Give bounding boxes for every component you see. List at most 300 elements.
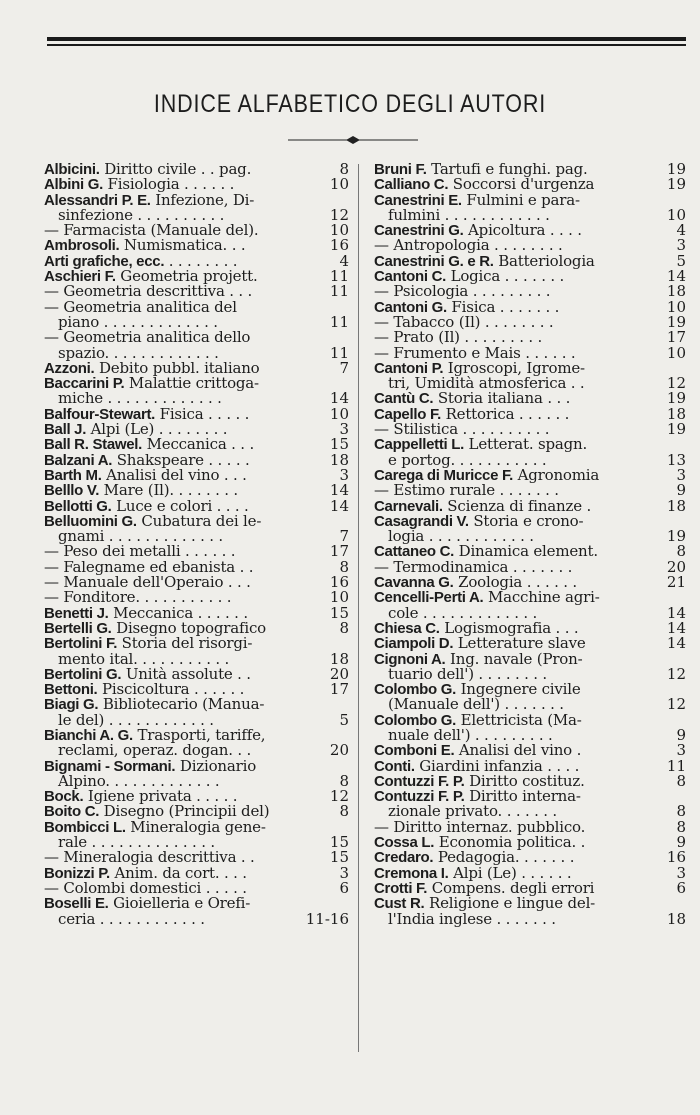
entry-title: Tartufi e funghi. pag. [426,162,588,178]
author-name: Colombo G. [374,682,456,698]
author-name: Cremona I. [374,865,449,881]
index-entry-line [374,361,686,376]
index-entry-line [374,881,686,896]
page-number: 10 [666,299,686,315]
entry-title: Scienza di finanze . [442,498,592,514]
entry-title: Malattie crittoga- [124,376,259,392]
page-number: 18 [666,284,686,300]
page-number: 11 [329,314,349,331]
entry-title: Ing. navale (Pron- [445,651,583,667]
column-divider [358,164,359,1052]
index-entry-line [374,590,686,605]
entry-title: Ingegnere civile [456,682,581,698]
index-entry-line [374,376,686,391]
index-entry-line [44,789,349,804]
page-number: 3 [339,422,349,438]
entry-title: Dizionario [175,758,257,774]
index-entry-line [374,774,686,789]
page-number: 17 [666,330,686,346]
page-number: 10 [329,406,349,423]
author-name: Cantoni G. [374,299,447,315]
author-name: Bertolini F. [44,636,118,652]
index-entry-line [374,544,686,559]
index-entry-line [374,177,686,192]
entry-title: — Psicologia . . . . . . . . . [374,284,551,300]
index-entry-line [44,284,349,299]
entry-title: Alpi (Le) . . . . . . . . [86,422,228,438]
author-name: Conti. [374,758,415,774]
entry-title: Letterature slave [453,636,586,652]
index-entry-line [374,453,686,468]
author-name: Cantù C. [374,391,434,407]
entry-title: Meccanica . . . [142,437,255,453]
index-entry-line [44,346,349,361]
index-entry-line [374,560,686,575]
entry-title: Infezione, Di- [150,192,255,208]
page-number: 18 [329,452,349,468]
entry-title: Mineralogia gene- [125,819,266,836]
index-entry-line [374,804,686,819]
index-entry-line [374,866,686,881]
author-name: Cantoni P. [374,360,444,377]
index-entry-line [374,713,686,728]
page-number: 11 [329,345,349,361]
entry-title: Fisica . . . . . [155,406,250,423]
page-number: 9 [676,727,686,744]
page-number: 17 [329,544,349,560]
author-name: Credaro. [374,850,434,866]
page-number: 18 [329,651,349,667]
page-number: 8 [339,804,349,820]
author-name: Belllo V. [44,483,100,499]
index-entry-line [44,590,349,605]
page-title: INDICE ALFABETICO DEGLI AUTORI [153,90,547,118]
page-number: 11 [329,284,349,300]
index-entry-line [44,407,349,422]
page-number: 15 [329,437,349,453]
entry-title: spazio. . . . . . . . . . . . . [58,345,219,361]
page-number: 10 [666,345,686,361]
author-name: Boito C. [44,804,100,820]
author-name: Ball R. Stawel. [44,437,143,453]
index-entry-line [374,743,686,758]
page-number: 3 [676,238,686,254]
author-name: Chiesa C. [374,620,440,637]
entry-title: e portog. . . . . . . . . . . [388,452,547,468]
index-entry-line [44,896,349,911]
index-entry-line [44,483,349,498]
index-entry-line [44,269,349,284]
author-name: Bonizzi P. [44,865,110,881]
index-entry-line [44,453,349,468]
entry-title: Alpi (Le) . . . . . . [448,865,572,881]
index-entry-line [44,238,349,253]
entry-title: Igroscopi, Igrome- [443,360,585,377]
entry-title: Disegno topografico [111,620,266,637]
index-entry-line [44,743,349,758]
index-entry-line [44,300,349,315]
author-name: Bock. [44,789,84,805]
author-name: Ball J. [44,422,87,438]
entry-title: Logica . . . . . . . [446,269,565,285]
index-entry-line [374,850,686,865]
page-number: 15 [329,850,349,866]
index-entry-line [374,315,686,330]
page-number: 21 [666,575,686,591]
author-name: Barth M. [44,467,102,484]
entry-title: Diritto civile . . pag. [99,162,252,178]
author-name: Arti grafiche, ecc. [44,253,165,270]
author-name: Ciampoli D. [374,636,454,652]
page-number: 12 [329,789,349,805]
entry-title: le del) . . . . . . . . . . . . [58,712,214,728]
entry-title: Agronomia [513,467,600,484]
entry-title: Zoologia . . . . . . [453,575,577,591]
page-number: 19 [666,162,686,178]
entry-title: . . . . . . . . [164,253,238,270]
index-entry-line [374,835,686,850]
entry-title: Pedagogia. . . . . . . [433,850,575,866]
index-entry-line [374,391,686,406]
page-number: 19 [666,529,686,545]
index-entry-line [44,621,349,636]
index-entry-line [374,422,686,437]
entry-title: Storia e crono- [468,513,584,530]
author-name: Contuzzi F. P. [374,789,465,805]
entry-title: Diritto costituz. [464,773,585,790]
index-entry-line [374,483,686,498]
author-name: Canestrini G. e R. [374,253,494,270]
index-entry-line [374,269,686,284]
page-number: 8 [339,162,349,178]
author-name: Bertelli G. [44,620,112,637]
entry-title: fulmini . . . . . . . . . . . . [388,207,550,224]
author-name: Canestrini E. [374,192,462,208]
index-entry-line [374,437,686,452]
index-entry-line [374,912,686,927]
index-entry-line [44,376,349,391]
author-name: Carega di Muricce F. [374,467,514,484]
page-number: 19 [666,314,686,331]
entry-title: — Fonditore. . . . . . . . . . . [44,590,232,606]
entry-title: — Geometria analitica del [44,299,237,315]
entry-title: Elettricista (Ma- [456,712,582,728]
entry-title: rale . . . . . . . . . . . . . . [58,835,215,851]
entry-title: l'India inglese . . . . . . . [388,911,556,927]
entry-title: ceria . . . . . . . . . . . . [58,911,205,927]
entry-title: Cubatura dei le- [136,513,262,530]
page-number: 5 [676,253,686,270]
index-entry-line [44,866,349,881]
page-number: 14 [666,636,686,652]
page-number: 8 [339,620,349,637]
top-rule-thin [47,44,686,46]
index-entry-line [374,499,686,514]
entry-title: Macchine agri- [483,590,600,606]
entry-title: Piscicoltura . . . . . . [97,682,245,698]
page-number: 10 [329,177,349,193]
entry-title: Economia politica. . [434,835,586,851]
entry-title: Debito pubbl. italiano [94,360,260,377]
entry-title: Rettorica . . . . . . [441,406,570,423]
index-entry-line [44,560,349,575]
index-entry-line [44,850,349,865]
entry-title: Mare (Il). . . . . . . . [99,483,238,499]
author-name: Comboni E. [374,743,455,759]
index-entry-line [44,223,349,238]
author-name: Crotti F. [374,880,428,897]
index-entry-line [374,621,686,636]
page-number: 3 [676,865,686,881]
index-entry-line [374,407,686,422]
author-name: Benetti J. [44,605,109,621]
page-number: 7 [339,529,349,545]
author-name: Cossa L. [374,835,435,851]
author-name: Contuzzi F. P. [374,773,465,790]
entry-title: Shakspeare . . . . . [112,452,250,468]
page-number: 10 [329,590,349,606]
index-column-right [374,162,686,927]
index-entry-line [374,606,686,621]
page-number: 19 [666,391,686,407]
author-name: Cattaneo C. [374,544,455,560]
entry-title: Geometria projett. [115,269,258,285]
index-entry-line [44,330,349,345]
index-entry-line [44,804,349,819]
page-number: 11 [329,269,349,285]
author-name: Bombicci L. [44,819,126,836]
entry-title: tuario dell') . . . . . . . . [388,666,547,683]
author-name: Bertolini G. [44,666,122,683]
index-entry-line [44,636,349,651]
entry-title: mento ital. . . . . . . . . . . [58,651,230,667]
index-entry-line [44,575,349,590]
index-entry-line [44,193,349,208]
page-number: 11-16 [305,911,349,927]
page-number: 5 [339,712,349,728]
index-entry-line [374,636,686,651]
author-name: Boselli E. [44,896,109,912]
index-entry-line [44,529,349,544]
entry-title: — Mineralogia descrittiva . . [44,850,255,866]
author-name: Cignoni A. [374,651,446,667]
index-entry-line [44,514,349,529]
index-entry-line [374,223,686,238]
entry-title: — Farmacista (Manuale del). [44,223,259,239]
author-name: Capello F. [374,406,442,423]
page-number: 9 [676,835,686,851]
page-number: 6 [676,880,686,897]
author-name: Ambrosoli. [44,238,120,254]
entry-title: Diritto interna- [464,789,581,805]
index-entry-line [374,346,686,361]
entry-title: Bibliotecario (Manua- [98,697,265,713]
page-number: 16 [329,238,349,254]
index-entry-line [374,575,686,590]
entry-title: — Falegname ed ebanista . . [44,559,254,576]
entry-title: Gioielleria e Orefi- [108,896,251,912]
entry-title: — Tabacco (Il) . . . . . . . . [374,314,554,331]
page-number: 8 [676,819,686,836]
author-name: Cencelli-Perti A. [374,590,484,606]
author-name: Azzoni. [44,360,95,377]
index-entry-line [44,820,349,835]
index-entry-line [374,652,686,667]
page-number: 3 [676,743,686,759]
entry-title: Fisiologia . . . . . . [102,177,235,193]
page-number: 12 [666,697,686,713]
entry-title: Letterat. spagn. [463,437,588,453]
page-number: 14 [329,498,349,514]
page-number: 9 [676,483,686,499]
entry-title: Analisi del vino . . . [101,467,247,484]
page-number: 16 [666,850,686,866]
entry-title: miche . . . . . . . . . . . . . [58,391,222,407]
index-column-left [44,162,349,927]
page-number: 12 [329,207,349,224]
index-entry-line [374,162,686,177]
author-name: Balzani A. [44,452,113,468]
entry-title: — Termodinamica . . . . . . . [374,559,573,576]
index-entry-line [44,713,349,728]
entry-title: Storia del risorgi- [117,636,253,652]
entry-title: Igiene privata . . . . . [83,789,238,805]
author-name: Cavanna G. [374,575,454,591]
index-entry-line [44,667,349,682]
author-name: Bignami - Sormani. [44,758,176,774]
author-name: Bianchi A. G. [44,727,133,744]
page-number: 8 [339,559,349,576]
index-entry-line [374,820,686,835]
author-name: Cappelletti L. [374,437,464,453]
entry-title: nuale dell') . . . . . . . . . [388,727,553,744]
index-entry-line [374,254,686,269]
entry-title: Compens. degli errori [427,880,595,897]
page-number: 18 [666,406,686,423]
entry-title: — Geometria descrittiva . . . [44,284,253,300]
page-number: 14 [666,605,686,621]
page-number: 4 [339,253,349,270]
author-name: Belluomini G. [44,513,137,530]
entry-title: Disegno (Principii del) [99,804,270,820]
index-entry-line [44,759,349,774]
page-number: 12 [666,376,686,392]
page-number: 11 [666,758,686,774]
page-number: 20 [666,559,686,576]
author-name: Albini G. [44,177,103,193]
entry-title: — Frumento e Mais . . . . . . [374,345,576,361]
index-entry-line [44,177,349,192]
index-entry-line [374,529,686,544]
entry-title: — Colombi domestici . . . . . [44,880,247,897]
entry-title: Numismatica. . . [119,238,246,254]
page-number: 14 [329,391,349,407]
top-rule-thick [47,37,686,41]
index-entry-line [44,881,349,896]
index-entry-line [44,437,349,452]
page-number: 6 [339,880,349,897]
entry-title: Alpino. . . . . . . . . . . . . [58,773,220,790]
entry-title: piano . . . . . . . . . . . . . [58,314,218,331]
index-entry-line [374,697,686,712]
page-number: 10 [666,207,686,224]
index-entry-line [374,728,686,743]
entry-title: Fulmini e para- [461,192,580,208]
entry-title: — Antropologia . . . . . . . . [374,238,563,254]
title-ornament [286,132,420,148]
author-name: Aschieri F. [44,269,116,285]
index-entry-line [44,652,349,667]
index-entry-line [44,208,349,223]
entry-title: — Manuale dell'Operaio . . . [44,575,251,591]
page-number: 14 [666,269,686,285]
index-entry-line [44,606,349,621]
index-entry-line [44,499,349,514]
entry-title: sinfezione . . . . . . . . . . [58,207,225,224]
index-entry-line [374,238,686,253]
page-number: 19 [666,422,686,438]
author-name: Canestrini G. [374,223,464,239]
entry-title: — Prato (Il) . . . . . . . . . [374,330,543,346]
entry-title: Anim. da cort. . . . [109,865,247,881]
index-entry-line [44,728,349,743]
index-entry-line [374,667,686,682]
index-entry-line [44,912,349,927]
index-entry-line [44,697,349,712]
page-number: 17 [329,682,349,698]
entry-title: Apicoltura . . . . [463,223,582,239]
page-number: 7 [339,360,349,377]
author-name: Cantoni C. [374,269,446,285]
page-number: 8 [339,773,349,790]
entry-title: reclami, operaz. dogan. . . [58,743,252,759]
index-entry-line [44,774,349,789]
entry-title: (Manuale dell') . . . . . . . [388,697,564,713]
page-number: 10 [329,223,349,239]
entry-title: tri, Umidità atmosferica . . [388,376,585,392]
page-number: 3 [339,467,349,484]
index-entry-line [44,162,349,177]
index-entry-line [44,835,349,850]
page-number: 15 [329,605,349,621]
entry-title: Analisi del vino . [454,743,582,759]
author-name: Baccarini P. [44,376,125,392]
entry-title: Soccorsi d'urgenza [448,177,595,193]
index-entry-line [374,468,686,483]
page-number: 3 [676,467,686,484]
page-number: 14 [666,620,686,637]
page-number: 8 [676,804,686,820]
entry-title: — Peso dei metalli . . . . . . [44,544,236,560]
index-entry-line [374,514,686,529]
author-name: Bruni F. [374,162,427,178]
page-number: 18 [666,498,686,514]
entry-title: cole . . . . . . . . . . . . . [388,605,538,621]
index-entry-line [374,759,686,774]
page-number: 15 [329,835,349,851]
author-name: Albicini. [44,162,100,178]
entry-title: gnami . . . . . . . . . . . . . [58,529,223,545]
page-number: 3 [339,865,349,881]
index-entry-line [374,330,686,345]
page-number: 8 [676,544,686,560]
entry-title: Storia italiana . . . [433,391,571,407]
index-entry-line [374,300,686,315]
entry-title: Logismografia . . . [439,620,579,637]
author-name: Balfour-Stewart. [44,406,156,423]
entry-title: Meccanica . . . . . . [108,605,248,621]
author-name: Bettoni. [44,682,98,698]
